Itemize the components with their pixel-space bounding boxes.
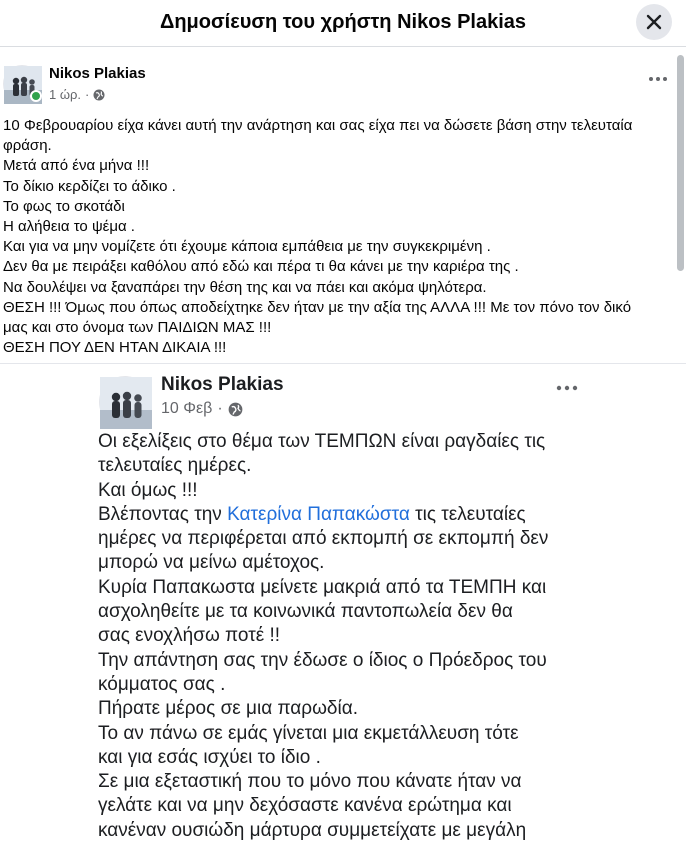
post-text-line: Δεν θα με πειράξει καθόλου από εδώ και πέρα τι θα κάνει με την καριέρα της . bbox=[3, 258, 519, 276]
shared-text-line: κόμματος σας . bbox=[98, 673, 226, 695]
mention-link: Κατερίνα Παπακώστα bbox=[227, 503, 410, 525]
globe-icon[interactable] bbox=[93, 89, 105, 101]
post-text-line: ΘΕΣΗ ΠΟΥ ΔΕΝ ΗΤΑΝ ΔΙΚΑΙΑ !!! bbox=[3, 339, 227, 357]
post-author-name[interactable]: Nikos Plakias bbox=[49, 65, 146, 82]
shared-post-body-text bbox=[98, 430, 598, 843]
shared-text-line: γελάτε και να μην δεχόσαστε κανένα ερώτημα και bbox=[98, 795, 512, 817]
post-body-text bbox=[3, 116, 663, 358]
post-text-line: 10 Φεβρουαρίου είχα κάνει αυτή την ανάρτηση και σας είχα πει να δώσετε βάση στην τελευταία bbox=[3, 117, 633, 134]
post-text-line: Το φως το σκοτάδι bbox=[3, 197, 125, 215]
post-timestamp[interactable]: 1 ώρ. bbox=[49, 87, 81, 102]
shared-text-line: Την απάντηση σας την έδωσε ο ίδιος ο Πρόεδρος του bbox=[98, 649, 547, 671]
more-horizontal-icon bbox=[648, 76, 668, 82]
shared-text-line: κανέναν ουσιώδη μάρτυρα συμμετείχατε με μεγάλη bbox=[98, 819, 527, 841]
shared-post-meta: 10 Φεβ · bbox=[161, 400, 243, 418]
post-text-line: μας και στο όνομα των ΠΑΙΔΙΩΝ ΜΑΣ !!! bbox=[3, 319, 272, 337]
shared-text-line: Το αν πάνω σε εμάς γίνεται μια εκμετάλλευση τότε bbox=[98, 722, 519, 744]
shared-text-line: μπορώ να μείνω αμέτοχος. bbox=[98, 552, 325, 574]
post-scroll-area[interactable] bbox=[0, 47, 686, 841]
shared-post-avatar bbox=[99, 376, 151, 428]
shared-text-fragment: Βλέποντας την bbox=[98, 503, 228, 525]
shared-text-line: τελευταίες ημέρες. bbox=[98, 455, 252, 477]
shared-text-line: Σε μια εξεταστική που το μόνο που κάνατε ήταν να bbox=[98, 771, 522, 793]
post-header bbox=[0, 47, 670, 107]
shared-text-line: Κυρία Παπακωστα μείνετε μακριά από τα ΤΕΜΠΗ και bbox=[98, 576, 547, 598]
post-text-line: Και για να μην νομίζετε ότι έχουμε κάποια εμπάθεια με την συγκεκριμένη . bbox=[3, 238, 491, 256]
post-text-line: Η αλήθεια το ψέμα . bbox=[3, 218, 135, 236]
shared-post-date: 10 Φεβ bbox=[161, 400, 213, 417]
shared-text-line: σας ενοχλήσω ποτέ !! bbox=[98, 625, 281, 647]
shared-text-line: Πήρατε μέρος σε μια παρωδία. bbox=[98, 698, 358, 720]
dialog-header bbox=[0, 0, 686, 47]
shared-text-line bbox=[98, 503, 598, 527]
close-icon bbox=[646, 14, 662, 30]
shared-text-line: ασχοληθείτε με τα κοινωνικά παντοπωλεία δεν θα bbox=[98, 601, 513, 623]
more-horizontal-icon bbox=[556, 385, 578, 391]
post-text-line: Μετά από ένα μήνα !!! bbox=[3, 157, 150, 175]
shared-post-screenshot[interactable] bbox=[0, 363, 686, 841]
post-text-line: ΘΕΣΗ !!! Όμως που όπως αποδείχτηκε δεν ήταν με την αξία της ΑΛΛΑ !!! Με τον πόνο τον δικό bbox=[3, 298, 632, 316]
close-button[interactable] bbox=[636, 4, 672, 40]
post-text-line: Να δουλέψει να ξαναπάρει την θέση της και να πάει και ακόμα ψηλότερα. bbox=[3, 278, 487, 296]
shared-text-line: Και όμως !!! bbox=[98, 479, 198, 501]
scrollbar-thumb[interactable] bbox=[677, 55, 684, 271]
post-text-line: φράση. bbox=[3, 137, 52, 155]
online-status-indicator bbox=[30, 90, 42, 102]
shared-text-fragment: τις τελευταίες bbox=[409, 503, 526, 525]
post-text-line: Το δίκιο κερδίζει το άδικο . bbox=[3, 177, 176, 195]
shared-text-line: και για εσάς ισχύει το ίδιο . bbox=[98, 746, 321, 768]
shared-text-line: Οι εξελίξεις στο θέμα των ΤΕΜΠΩΝ είναι ραγδαίες τις bbox=[98, 431, 546, 452]
shared-post-more-icon-wrapper bbox=[552, 378, 582, 398]
shared-text-line: ημέρες να περιφέρεται από εκπομπή σε εκπομπή δεν bbox=[98, 528, 549, 550]
post-meta: 1 ώρ. · bbox=[49, 87, 105, 102]
dialog-title: Δημοσίευση του χρήστη Nikos Plakias bbox=[159, 11, 527, 33]
globe-icon bbox=[228, 402, 243, 417]
post-more-options-button[interactable] bbox=[642, 69, 674, 89]
shared-post-author-name: Nikos Plakias bbox=[161, 374, 284, 395]
